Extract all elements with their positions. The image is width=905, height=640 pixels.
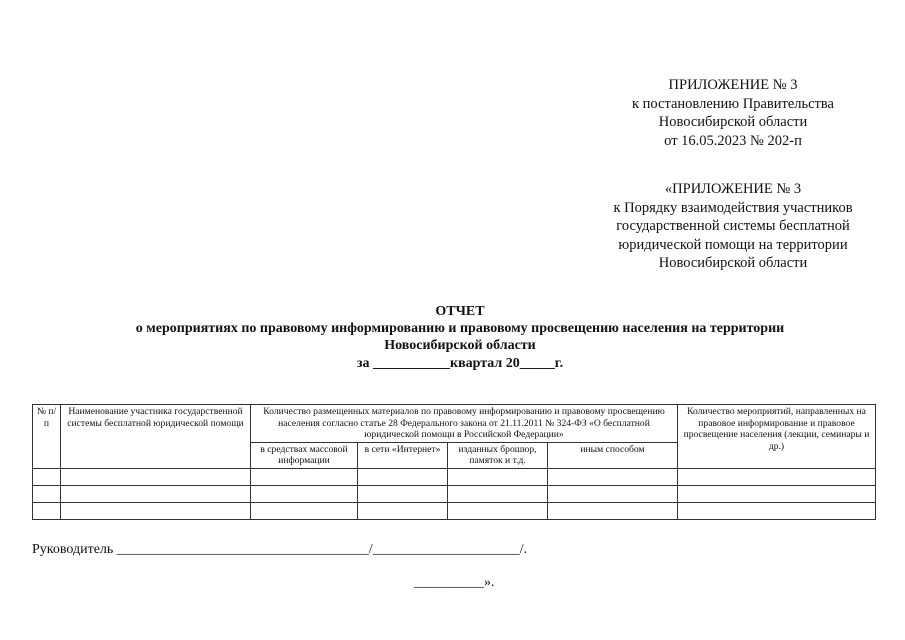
table-header-row	[33, 405, 876, 443]
table-cell[interactable]	[61, 485, 251, 502]
table-row	[33, 502, 876, 519]
table-cell[interactable]	[548, 468, 678, 485]
report-title: ОТЧЕТ	[435, 304, 485, 319]
table-cell[interactable]	[678, 485, 876, 502]
table-cell[interactable]	[61, 502, 251, 519]
appendix-line: ПРИЛОЖЕНИЕ № 3	[668, 77, 798, 93]
closing-line: __________».	[414, 575, 495, 590]
col-header-num: № п/п	[33, 405, 61, 469]
table-row	[33, 468, 876, 485]
table-cell[interactable]	[251, 468, 358, 485]
report-subtitle-region: Новосибирской области	[384, 338, 536, 353]
appendix-line: юридической помощи на территории	[618, 236, 848, 253]
table-cell[interactable]	[448, 485, 548, 502]
col-header-events: Количество мероприятий, направленных на правовое информирование и правовое просвещение населения (лекции, семинары и др.)	[678, 405, 876, 469]
table-cell[interactable]	[33, 468, 61, 485]
appendix-line: Новосибирской области	[658, 255, 808, 271]
subheader-brochures: изданных брошюр, памяток и т.д.	[448, 442, 548, 468]
subheader-media: в средствах массовой информации	[251, 442, 358, 468]
subheader-internet: в сети «Интернет»	[358, 442, 448, 468]
table-cell[interactable]	[33, 502, 61, 519]
appendix-line: к постановлению Правительства	[632, 95, 834, 112]
appendix-header	[608, 76, 858, 150]
report-subtitle: о мероприятиях по правовому информированию и правовому просвещению населения на территории	[135, 321, 785, 336]
table-cell[interactable]	[448, 502, 548, 519]
procedure-appendix-header	[596, 180, 870, 273]
table-cell[interactable]	[61, 468, 251, 485]
table-cell[interactable]	[678, 468, 876, 485]
table-cell[interactable]	[448, 468, 548, 485]
table-cell[interactable]	[33, 485, 61, 502]
table-cell[interactable]	[548, 485, 678, 502]
appendix-line: Новосибирской области	[658, 114, 808, 130]
table-cell[interactable]	[678, 502, 876, 519]
table-cell[interactable]	[548, 502, 678, 519]
report-table	[32, 404, 876, 520]
subheader-other: иным способом	[548, 442, 678, 468]
appendix-line: от 16.05.2023 № 202-п	[664, 132, 802, 149]
table-cell[interactable]	[358, 485, 448, 502]
table-cell[interactable]	[251, 485, 358, 502]
signature-line: Руководитель ____________________________________/_____________________/.	[32, 542, 528, 557]
col-header-materials: Количество размещенных материалов по правовому информированию и правовому просвещению населения согласно статье 28 Федерального закона от 21.11.2011 № 324-ФЗ «О бесплатной юридической помощи в Российской Федерации»	[251, 405, 678, 443]
table-cell[interactable]	[251, 502, 358, 519]
report-period: за ___________квартал 20_____г.	[356, 356, 564, 371]
table-row	[33, 485, 876, 502]
appendix-line: к Порядку взаимодействия участников	[613, 199, 853, 216]
col-header-name: Наименование участника государственной системы бесплатной юридической помощи	[61, 405, 251, 469]
table-cell[interactable]	[358, 502, 448, 519]
table-cell[interactable]	[358, 468, 448, 485]
appendix-line: «ПРИЛОЖЕНИЕ № 3	[664, 181, 802, 197]
appendix-line: государственной системы бесплатной	[616, 218, 850, 234]
